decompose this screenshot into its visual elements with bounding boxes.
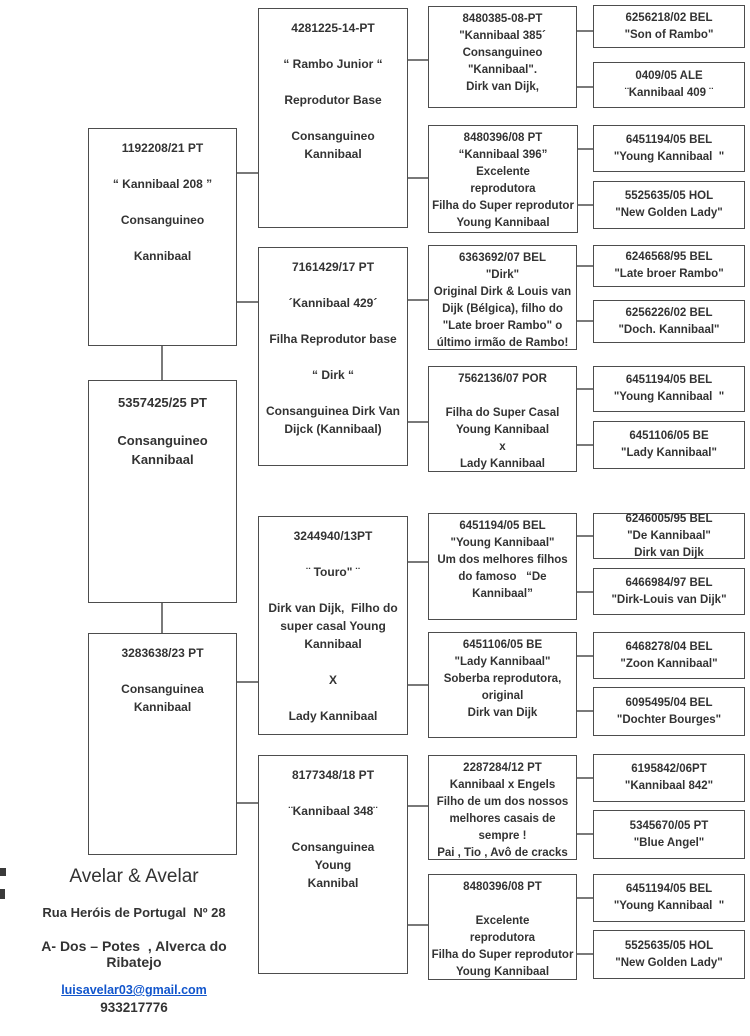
pedigree-text-line: Kannibaal [131,452,194,467]
pedigree-text-line [259,581,407,599]
ring-number: 0409/05 ALE [635,70,703,82]
pedigree-text-line: Um dos melhores filhos [437,554,568,566]
pedigree-text-line: "Young Kannibaal " [613,391,725,403]
ring-number: 6195842/06PT [631,763,707,775]
pedigree-text-line: ´Kannibaal 429´ [288,296,378,310]
pedigree-text-line [259,73,407,91]
pedigree-box-gggp-12 [593,687,745,736]
pedigree-text-line: Kannibal [307,876,359,890]
pedigree-box-ggp-8 [428,874,577,980]
pedigree-text-line [89,662,236,680]
pedigree-text-line: Consanguinea Dirk Van [265,404,401,418]
pedigree-text-line: Excelente [476,166,530,178]
ring-number: 5345670/05 PT [629,819,709,832]
pedigree-text-line [259,784,407,802]
pedigree-text-line: ¨Kannibaal 348¨ [288,804,378,818]
pedigree-box-gggp-10 [593,568,745,615]
pedigree-text-line: reprodutora [469,932,536,944]
pedigree-box-ff-grandsire [258,8,408,228]
ring-number: 1192208/21 PT [121,141,204,155]
pedigree-text-line: X [328,673,337,687]
pedigree-text-line: "Late broer Rambo" [614,268,724,280]
pedigree-text-line: Filha Reprodutor base [269,332,397,346]
ring-number: 6451194/05 BEL [625,374,713,386]
pedigree-box-ggp-3 [428,245,577,350]
pedigree-box-gggp-8 [593,421,745,469]
pedigree-text-line: Dirk van Dijk, [466,81,539,93]
pedigree-box-father [88,128,237,346]
pedigree-text-line: "Lady Kannibaal" [454,656,551,668]
pedigree-text-line: "Blue Angel" [633,836,705,849]
ring-number: 8177348/18 PT [291,768,375,782]
pedigree-box-gggp-15 [593,874,745,922]
pedigree-text-line: Filho de um dos nossos [436,796,569,808]
ring-number: 7562136/07 POR [458,373,547,385]
pedigree-text-line: Kannibaal” [472,588,533,600]
pedigree-text-line [429,388,576,405]
pedigree-box-gggp-2 [593,62,745,108]
breeder-email-link[interactable]: luisavelar03@gmail.com [61,983,207,997]
scan-artifact [0,868,6,876]
ring-number: 5357425/25 PT [118,395,207,410]
pedigree-text-line: "New Golden Lady" [615,956,723,969]
pedigree-box-mf-grandsire [258,516,408,735]
pedigree-text-line: “ Dirk “ [311,368,354,382]
pedigree-text-line: último irmão de Rambo! [436,337,569,349]
pedigree-text-line: x [499,441,506,453]
ring-number: 7161429/17 PT [291,260,375,274]
pedigree-text-line: "Doch. Kannibaal" [618,323,720,336]
pedigree-text-line: super casal Young [280,619,386,633]
ring-number: 8480396/08 PT [463,881,542,893]
ring-number: 2287284/12 PT [463,762,542,774]
pedigree-box-gggp-5 [593,245,745,287]
ring-number: 6451194/05 BEL [625,883,713,895]
pedigree-text-line: Young Kannibaal [456,217,550,229]
pedigree-text-line [89,229,236,247]
pedigree-box-ggp-6 [428,632,577,738]
pedigree-text-line: Kannibaal [304,147,362,161]
pedigree-text-line [259,109,407,127]
pedigree-text-line [259,384,407,402]
pedigree-text-line: "New Golden Lady" [615,207,723,219]
ring-number: 3244940/13PT [293,529,373,543]
ring-number: 6468278/04 BEL [625,640,713,653]
pedigree-box-ggp-4 [428,366,577,472]
pedigree-text-line: "Kannibaal". [467,64,538,76]
ring-number: 5525635/05 HOL [624,939,714,952]
breeder-name: Avelar & Avelar [69,866,199,887]
pedigree-text-line: Consanguineo [120,213,205,227]
pedigree-text-line: Consanguineo [462,47,543,59]
ring-number: 6451106/05 BE [629,430,709,442]
ring-number: 6451106/05 BE [462,639,543,651]
pedigree-text-line: Reprodutor Base [284,93,382,107]
pedigree-box-gggp-6 [593,300,745,343]
pedigree-text-line: "Dirk" [485,269,520,281]
pedigree-text-line: Dirk van Dijk [467,707,538,719]
pedigree-text-line: "De Kannibaal" [627,529,711,542]
ring-number: 6246005/95 BEL [625,512,713,525]
breeder-phone: 933217776 [100,1000,168,1015]
pedigree-text-line: sempre ! [478,830,527,842]
pedigree-text-line: Dirk van Dijk, Filho do [268,601,398,615]
pedigree-text-line: ¨Kannibaal 409 ¨ [624,87,714,99]
pedigree-text-line: reprodutora [470,183,536,195]
pedigree-text-line: Filha do Super reprodutor [432,200,574,212]
pedigree-text-line [259,653,407,671]
pedigree-text-line: Young [314,858,352,872]
pedigree-box-gggp-3 [593,125,745,172]
pedigree-box-fm-granddam [258,247,408,466]
breeder-address-line1: Rua Heróis de Portugal Nº 28 [42,905,226,920]
pedigree-text-line: Kannibaal [133,700,192,714]
ring-number: 6451194/05 BEL [459,520,546,532]
pedigree-box-mother [88,633,237,855]
pedigree-text-line [89,193,236,211]
pedigree-text-line: "Kannibaal 385´ [459,30,546,42]
pedigree-text-line: Soberba reprodutora, [443,673,562,685]
pedigree-box-subject [88,380,237,603]
pedigree-text-line: melhores casais de [449,813,556,825]
pedigree-text-line: "Dochter Bourges" [616,713,722,726]
pedigree-box-ggp-5 [428,513,577,620]
pedigree-text-line [89,157,236,175]
pedigree-box-gggp-11 [593,632,745,679]
pedigree-text-line: "Late broer Rambo" o [442,320,563,332]
ring-number: 6246568/95 BEL [625,251,713,263]
pedigree-box-ggp-1 [428,6,577,108]
pedigree-box-gggp-1 [593,5,745,48]
pedigree-text-line: Kannibaal x Engels [449,779,556,791]
pedigree-box-gggp-7 [593,366,745,412]
pedigree-text-line: Consanguineo [291,129,375,143]
breeder-address-line2: A- Dos – Potes , Alverca do Ribatejo [41,938,231,970]
pedigree-text-line: Filha do Super Casal [445,407,560,419]
ring-number: 6363692/07 BEL [459,252,546,264]
pedigree-text-line: ¨ Touro" ¨ [306,565,360,579]
pedigree-text-line: "Young Kannibaal " [613,900,725,912]
ring-number: 8480385-08-PT [462,13,543,25]
pedigree-box-ggp-7 [428,755,577,860]
ring-number: 6466984/97 BEL [625,576,713,589]
pedigree-text-line [89,412,236,431]
pedigree-text-line: Consanguinea [121,682,204,696]
pedigree-text-line: do famoso “De [458,571,547,583]
pedigree-text-line: "Zoon Kannibaal" [620,657,718,670]
scan-artifact [0,889,5,899]
pedigree-text-line: Kannibaal [133,249,192,263]
pedigree-text-line: Young Kannibaal [455,424,550,436]
ring-number: 4281225-14-PT [291,21,375,35]
pedigree-text-line: Dijck (Kannibaal) [284,422,382,436]
pedigree-box-gggp-16 [593,930,745,979]
pedigree-text-line: "Lady Kannibaal" [621,447,717,459]
ring-number: 3283638/23 PT [121,646,204,660]
pedigree-text-line: Filha do Super reprodutor [431,949,574,961]
pedigree-text-line: Pai , Tio , Avô de cracks [437,847,568,859]
pedigree-text-line [259,276,407,294]
ring-number: 6451194/05 BEL [625,133,713,146]
pedigree-box-ggp-2 [428,125,578,233]
pedigree-text-line: "Son of Rambo" [624,28,714,41]
pedigree-box-mm-granddam [258,755,408,974]
ring-number: 6256226/02 BEL [625,306,713,319]
pedigree-text-line: "Young Kannibaal " [613,150,725,163]
pedigree-text-line: Lady Kannibaal [288,709,378,723]
pedigree-text-line: Consanguinea [291,840,375,854]
pedigree-text-line: Consanguineo [117,433,208,448]
pedigree-text-line [259,348,407,366]
pedigree-text-line [429,896,576,913]
pedigree-text-line: Kannibaal [304,637,362,651]
pedigree-text-line [259,37,407,55]
pedigree-text-line: Dijk (Bélgica), filho do [442,303,563,315]
pedigree-text-line: “ Kannibaal 208 ” [112,177,213,191]
ring-number: 6095495/04 BEL [625,696,713,709]
pedigree-text-line: “ Rambo Junior “ [283,57,383,71]
pedigree-text-line [259,545,407,563]
pedigree-text-line: Dirk van Dijk [634,546,704,559]
breeder-info [18,866,250,1015]
pedigree-text-line: "Dirk-Louis van Dijk" [611,593,727,606]
pedigree-text-line: “Kannibaal 396” [458,149,548,161]
pedigree-text-line: Original Dirk & Louis van [433,286,572,298]
ring-number: 5525635/05 HOL [624,190,714,202]
pedigree-box-gggp-4 [593,181,745,229]
pedigree-text-line: original [481,690,524,702]
pedigree-text-line [259,820,407,838]
pedigree-text-line: "Young Kannibaal" [450,537,555,549]
ring-number: 6256218/02 BEL [625,11,713,24]
pedigree-text-line: Young Kannibaal [455,966,550,978]
pedigree-text-line: Excelente [475,915,530,927]
pedigree-text-line [259,689,407,707]
pedigree-text-line: Lady Kannibaal [460,458,545,470]
pedigree-box-gggp-13 [593,754,745,802]
pedigree-box-gggp-9 [593,513,745,559]
pedigree-text-line [259,312,407,330]
pedigree-text-line: "Kannibaal 842" [624,780,714,792]
pedigree-box-gggp-14 [593,810,745,859]
ring-number: 8480396/08 PT [463,132,543,144]
